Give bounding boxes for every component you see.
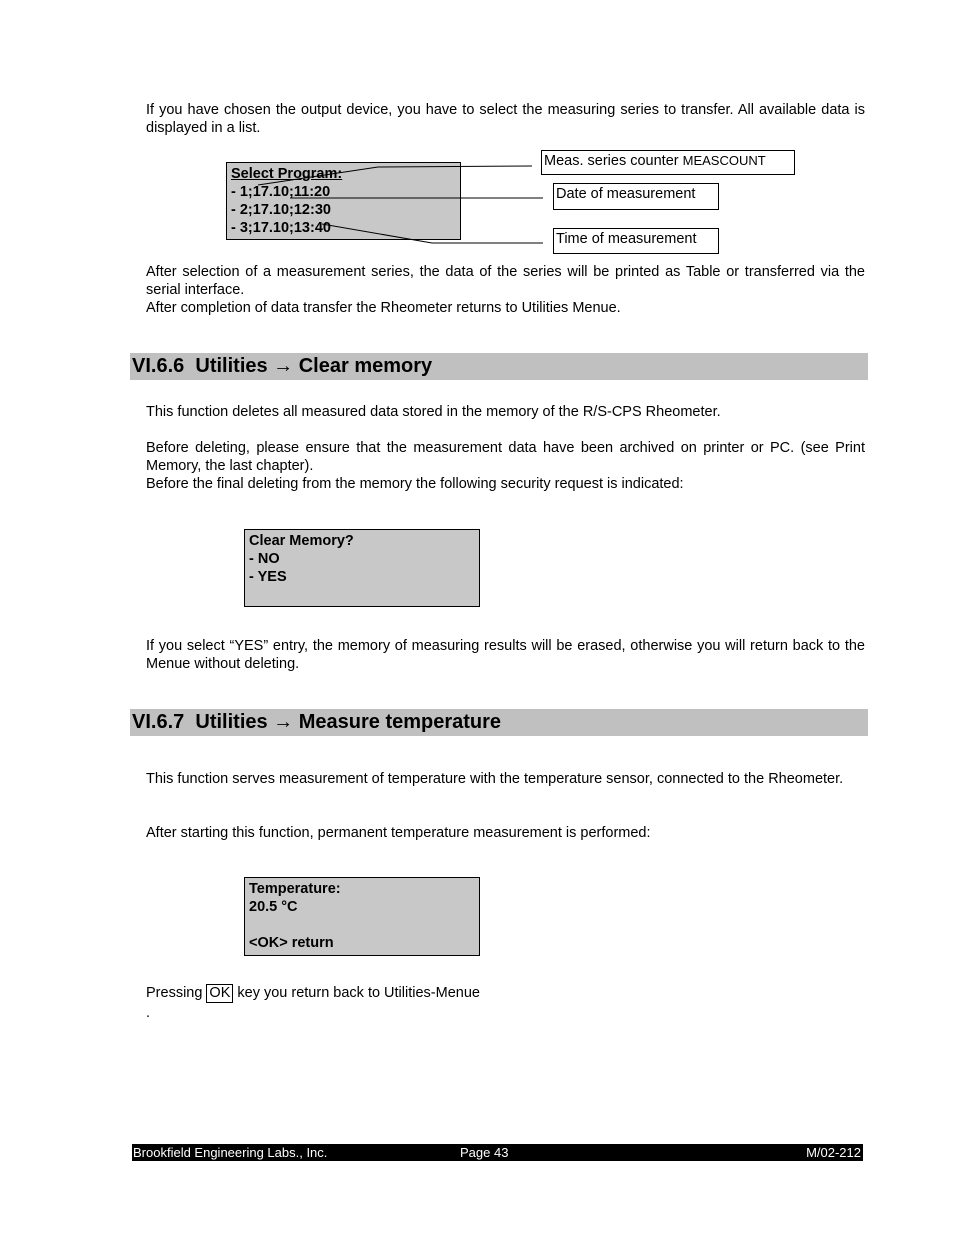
callout-time: Time of measurement [553, 228, 719, 254]
clear-memory-display [244, 529, 480, 607]
clear-result-paragraph: If you select “YES” entry, the memory of measuring results will be erased, otherwise you will return back to the Menue without deleting. [146, 638, 865, 672]
display-temperature-value: 20.5 °C [249, 899, 298, 915]
display-title: Clear Memory? [249, 533, 354, 549]
pressing-ok-paragraph [146, 984, 865, 1003]
callout-series-counter [541, 150, 795, 175]
clear-security-paragraph: Before the final deleting from the memory the following security request is indicated: [146, 476, 684, 492]
after-completion-paragraph: After completion of data transfer the Rheometer returns to Utilities Menue. [146, 300, 621, 316]
clear-intro-paragraph: This function deletes all measured data stored in the memory of the R/S-CPS Rheometer. [146, 404, 721, 420]
ok-key: OK [206, 984, 233, 1003]
temperature-display [244, 877, 480, 956]
footer-page-number: Page 43 [460, 1145, 509, 1160]
callout-counter-code: MEASCOUNT [682, 153, 766, 168]
callout-date: Date of measurement [553, 183, 719, 210]
pressing-text: Pressing [146, 985, 203, 1001]
clear-ensure-paragraph: Before deleting, please ensure that the measurement data have been archived on printer or PC. (see Print Memory, the last chapter). [146, 440, 865, 474]
page-footer [132, 1144, 863, 1161]
intro-paragraph: If you have chosen the output device, you have to select the measuring series to transfer. All available data is displayed in a list. [146, 102, 865, 136]
display-line: - 1;17.10;11:20 [231, 184, 331, 200]
section-title: Utilities → Measure temperature [195, 711, 502, 733]
display-return-hint: <OK> return [249, 935, 334, 951]
pressing-after-text: key you return back to Utilities-Menue [237, 985, 480, 1001]
display-title: Select Program: [231, 166, 343, 182]
temp-start-paragraph: After starting this function, permanent temperature measurement is performed: [146, 825, 651, 841]
section-number: VI.6.7 [132, 711, 185, 733]
after-selection-paragraph: After selection of a measurement series, the data of the series will be printed as Table or transferred via the serial interface. [146, 264, 865, 298]
display-title: Temperature: [249, 881, 341, 897]
section-heading-measure-temperature [130, 709, 868, 736]
display-blank-line [249, 916, 475, 934]
display-option-yes: - YES [249, 569, 287, 585]
temp-intro-paragraph: This function serves measurement of temperature with the temperature sensor, connected to the Rheometer. [146, 771, 844, 787]
display-option-no: - NO [249, 551, 280, 567]
footer-company: Brookfield Engineering Labs., Inc. [133, 1145, 328, 1160]
display-line: - 3;17.10;13:40 [231, 220, 331, 236]
section-heading-clear-memory [130, 353, 868, 380]
callout-counter-text: Meas. series counter [544, 153, 683, 169]
display-line: - 2;17.10;12:30 [231, 202, 331, 218]
section-number: VI.6.6 [132, 355, 185, 377]
section-title: Utilities → Clear memory [195, 355, 433, 377]
trailing-dot: . [146, 1005, 151, 1021]
footer-doc-id: M/02-212 [806, 1145, 861, 1160]
